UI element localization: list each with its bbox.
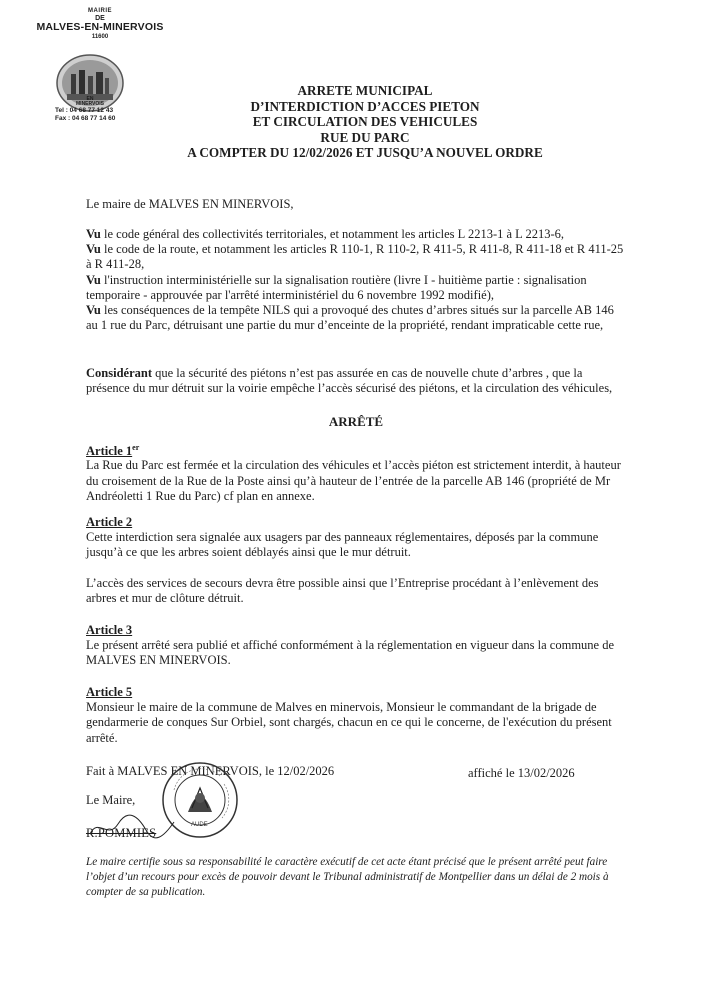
title-line-1: ARRETE MUNICIPAL	[297, 83, 433, 98]
considerant-label: Considérant	[86, 366, 152, 380]
logo-caption-minervois: MINERVOIS	[76, 101, 104, 107]
document-title	[150, 83, 580, 161]
postal-code: 11600	[91, 34, 109, 40]
vu-text: l'instruction interministérielle sur la signalisation routière (livre I - huitième partie : signalisation temporaire - approuvée par l'arrêté interministériel du 6 novembre 1992 modifié),	[86, 272, 587, 302]
article-1-superscript: er	[132, 443, 140, 452]
logo-caption-en: EN	[86, 96, 94, 102]
fax: Fax : 04 68 77 14 60	[55, 115, 116, 122]
article-1-title: Article 1	[86, 444, 133, 459]
vu-clause-1	[86, 227, 626, 242]
legal-notice: Le maire certifie sous sa responsabilité le caractère exécutif de cet acte étant précisé que le présent arrêté peut faire l’objet d’un recours pour excès de pouvoir devant le Tribunal administratif de Montpellier dans un délai de 2 mois à compter de sa publication.	[86, 856, 609, 898]
logo-caption	[55, 97, 125, 107]
vu-text: le code de la route, et notamment les articles R 110-1, R 110-2, R 411-5, R 411-8, R 411-18 et R 411-25 à R 411-28,	[86, 242, 624, 272]
article-3-text: Le présent arrêté sera publié et affiché conformément à la réglementation en vigueur dans la commune de MALVES EN MINERVOIS.	[86, 638, 615, 668]
seal-bottom-text: AUDE	[191, 822, 208, 828]
commune-name: MALVES-EN-MINERVOIS	[36, 21, 164, 33]
le-maire-label: Le Maire,	[86, 793, 136, 807]
mairie-de-label: DE	[95, 15, 105, 22]
article-2-text-2: L’accès des services de secours devra être possible ainsi que l’Entreprise procédant à l’enlèvement des arbres et mur de clôture détruit.	[86, 575, 599, 605]
title-line-4: RUE DU PARC	[320, 129, 410, 145]
article-5	[86, 685, 626, 746]
article-1-text: La Rue du Parc est fermée et la circulation des véhicules et l’accès piéton est strictement interdit, à hauteur du croisement de la Rue de la Poste ainsi qu’à hauteur de l’entrée de la parcelle AB 146 (propriété de Mr Andréoletti 1 Rue du Parc) cf plan en annexe.	[86, 458, 621, 503]
article-2	[86, 515, 626, 606]
vu-label: Vu	[86, 227, 101, 241]
vu-text: le code général des collectivités territoriales, et notamment les articles L 2213-1 à L 2213-6,	[100, 227, 564, 241]
title-line-2: D’INTERDICTION D’ACCES PIETON	[250, 98, 480, 114]
considerant-text: que la sécurité des piétons n’est pas assurée en cas de nouvelle chute d’arbres , que la présence du mur détruit sur la voirie empêche l’accès sécurisé des piétons, et la circulation des véhicules,	[86, 366, 613, 396]
fait-a-line: Fait à MALVES EN MINERVOIS, le 12/02/2026	[86, 764, 335, 778]
article-1	[86, 440, 626, 504]
mayor-name: R.POMMIES	[86, 826, 157, 840]
vu-label: Vu	[86, 272, 101, 287]
mairie-label: MAIRIE	[88, 8, 112, 14]
affiche-date: affiché le 13/02/2026	[468, 766, 575, 780]
article-3	[86, 623, 626, 669]
vu-text: les conséquences de la tempête NILS qui a provoqué des chutes d’arbres situés sur la parcelle AB 146 au 1 rue du Parc, détruisant une partie du mur d’enceinte de la propriété, rendant impraticable cette rue,	[86, 303, 614, 333]
title-line-5: A COMPTER DU 12/02/2026 ET JUSQU’A NOUVEL ORDRE	[187, 145, 543, 160]
title-line-3: ET CIRCULATION DES VEHICULES	[252, 114, 478, 129]
article-2-title: Article 2	[86, 515, 133, 529]
contact-block	[55, 107, 115, 123]
article-3-title: Article 3	[86, 623, 133, 637]
article-5-title: Article 5	[86, 685, 133, 699]
considerant-clause	[86, 366, 626, 396]
telephone: Tel : 04 68 77 12 43	[55, 107, 114, 114]
vu-clause-3	[86, 273, 626, 303]
vu-label: Vu	[86, 303, 101, 318]
handwritten-signature-icon	[88, 812, 178, 842]
vu-label: Vu	[86, 242, 101, 257]
article-2-text: Cette interdiction sera signalée aux usagers par des panneaux réglementaires, déposés par la commune jusqu’à ce que les arbres soient déblayés ainsi que le mur détruit.	[86, 530, 599, 560]
article-5-text: Monsieur le maire de la commune de Malves en minervois, Monsieur le commandant de la brigade de gendarmerie de conques Sur Orbiel, sont chargés, chacun en ce qui le concerne, de l'exécution du présent arrêté.	[86, 700, 612, 745]
vu-clause-2	[86, 242, 626, 272]
intro-line: Le maire de MALVES EN MINERVOIS,	[86, 197, 294, 211]
vu-clause-4	[86, 303, 626, 333]
arrete-heading: ARRÊTÉ	[328, 414, 384, 429]
vu-clauses	[86, 227, 626, 333]
